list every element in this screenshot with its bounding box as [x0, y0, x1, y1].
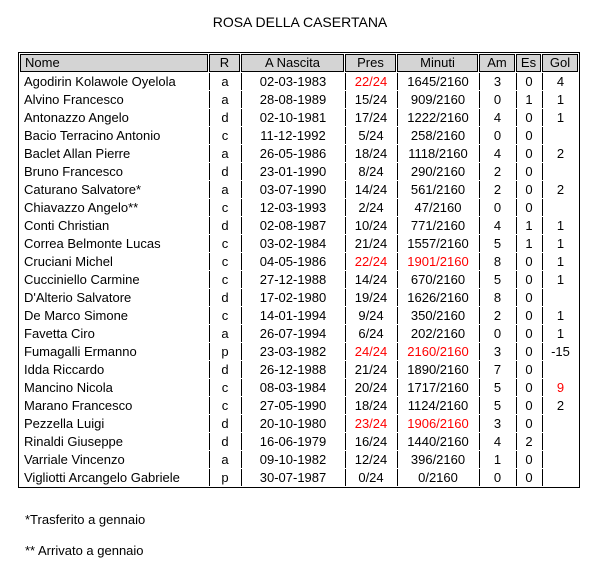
cell-es: 0 [516, 361, 541, 378]
cell-minuti: 1906/2160 [397, 415, 478, 432]
cell-pres: 14/24 [345, 271, 396, 288]
cell-gol: 1 [542, 325, 578, 342]
cell-gol [542, 415, 578, 432]
cell-es: 2 [516, 433, 541, 450]
cell-am: 5 [479, 397, 515, 414]
cell-am: 2 [479, 181, 515, 198]
cell-gol [542, 163, 578, 180]
table-row [20, 199, 578, 216]
table-row [20, 109, 578, 126]
cell-nome: Idda Riccardo [24, 362, 105, 377]
table-row [20, 361, 578, 378]
cell-nascita: 26-12-1988 [241, 361, 344, 378]
cell-pres: 24/24 [345, 343, 396, 360]
cell-pres: 21/24 [345, 361, 396, 378]
cell-es: 0 [516, 397, 541, 414]
cell-am: 5 [479, 235, 515, 252]
cell-es: 0 [516, 469, 541, 486]
cell-gol: 1 [542, 253, 578, 270]
cell-minuti: 396/2160 [397, 451, 478, 468]
cell-nascita: 23-03-1982 [241, 343, 344, 360]
cell-am: 4 [479, 433, 515, 450]
cell-nascita: 03-02-1984 [241, 235, 344, 252]
cell-pres: 10/24 [345, 217, 396, 234]
cell-minuti: 47/2160 [397, 199, 478, 216]
table-row [20, 325, 578, 342]
cell-minuti: 1717/2160 [397, 379, 478, 396]
cell-nome: Agodirin Kolawole Oyelola [24, 74, 176, 89]
column-header-nome: Nome [20, 54, 208, 72]
cell-minuti: 1118/2160 [397, 145, 478, 162]
cell-es: 0 [516, 451, 541, 468]
cell-nascita: 27-12-1988 [241, 271, 344, 288]
cell-es: 0 [516, 253, 541, 270]
cell-pres: 20/24 [345, 379, 396, 396]
cell-es: 0 [516, 415, 541, 432]
cell-r: a [209, 451, 240, 468]
cell-minuti: 1124/2160 [397, 397, 478, 414]
cell-nome: Cruciani Michel [24, 254, 113, 269]
cell-nascita: 27-05-1990 [241, 397, 344, 414]
cell-r: c [209, 397, 240, 414]
cell-nascita: 02-03-1983 [241, 73, 344, 90]
cell-gol: 2 [542, 181, 578, 198]
cell-pres: 15/24 [345, 91, 396, 108]
cell-minuti: 1557/2160 [397, 235, 478, 252]
cell-es: 0 [516, 73, 541, 90]
cell-pres: 5/24 [345, 127, 396, 144]
cell-minuti: 1890/2160 [397, 361, 478, 378]
cell-nascita: 02-10-1981 [241, 109, 344, 126]
cell-am: 0 [479, 127, 515, 144]
cell-nome: Caturano Salvatore* [24, 182, 142, 197]
cell-pres: 16/24 [345, 433, 396, 450]
cell-gol [542, 469, 578, 486]
header-row [20, 54, 578, 72]
cell-nome: Marano Francesco [24, 398, 133, 413]
cell-pres: 9/24 [345, 307, 396, 324]
cell-r: d [209, 217, 240, 234]
table-row [20, 469, 578, 486]
table-row [20, 127, 578, 144]
table-row [20, 73, 578, 90]
cell-am: 2 [479, 307, 515, 324]
cell-r: d [209, 163, 240, 180]
table-row [20, 289, 578, 306]
cell-am: 4 [479, 109, 515, 126]
column-header-ruolo: R [209, 54, 240, 72]
cell-nome: Antonazzo Angelo [24, 110, 129, 125]
cell-nascita: 14-01-1994 [241, 307, 344, 324]
cell-pres: 12/24 [345, 451, 396, 468]
table-row [20, 253, 578, 270]
cell-es: 0 [516, 289, 541, 306]
cell-minuti: 909/2160 [397, 91, 478, 108]
cell-r: c [209, 127, 240, 144]
column-header-es: Es [516, 54, 541, 72]
cell-nome: Fumagalli Ermanno [24, 344, 137, 359]
cell-am: 0 [479, 91, 515, 108]
cell-nascita: 26-05-1986 [241, 145, 344, 162]
cell-am: 5 [479, 271, 515, 288]
cell-es: 0 [516, 163, 541, 180]
cell-nome: Chiavazzo Angelo** [24, 200, 139, 215]
cell-am: 8 [479, 289, 515, 306]
column-header-minuti: Minuti [397, 54, 478, 72]
cell-minuti: 670/2160 [397, 271, 478, 288]
cell-nome: D'Alterio Salvatore [24, 290, 132, 305]
table-row [20, 271, 578, 288]
table-row [20, 343, 578, 360]
table-row [20, 217, 578, 234]
cell-r: a [209, 91, 240, 108]
cell-r: c [209, 271, 240, 288]
table-row [20, 91, 578, 108]
cell-pres: 18/24 [345, 145, 396, 162]
footnote-transferred: *Trasferito a gennaio [25, 512, 146, 527]
cell-r: c [209, 307, 240, 324]
column-header-gol: Gol [542, 54, 578, 72]
cell-am: 4 [479, 217, 515, 234]
cell-nascita: 02-08-1987 [241, 217, 344, 234]
cell-minuti: 771/2160 [397, 217, 478, 234]
cell-am: 0 [479, 469, 515, 486]
cell-minuti: 202/2160 [397, 325, 478, 342]
cell-nascita: 04-05-1986 [241, 253, 344, 270]
cell-es: 0 [516, 271, 541, 288]
table-row [20, 181, 578, 198]
column-header-nascita: A Nascita [241, 54, 344, 72]
cell-es: 1 [516, 235, 541, 252]
cell-nascita: 12-03-1993 [241, 199, 344, 216]
cell-pres: 2/24 [345, 199, 396, 216]
column-header-pres: Pres [345, 54, 396, 72]
cell-nascita: 17-02-1980 [241, 289, 344, 306]
cell-nome: Vigliotti Arcangelo Gabriele [24, 470, 180, 485]
cell-nascita: 09-10-1982 [241, 451, 344, 468]
cell-gol: 2 [542, 145, 578, 162]
cell-gol: 1 [542, 271, 578, 288]
cell-minuti: 2160/2160 [397, 343, 478, 360]
cell-am: 0 [479, 325, 515, 342]
cell-minuti: 0/2160 [397, 469, 478, 486]
cell-minuti: 1222/2160 [397, 109, 478, 126]
cell-nome: Bacio Terracino Antonio [24, 128, 161, 143]
cell-nascita: 03-07-1990 [241, 181, 344, 198]
cell-r: d [209, 433, 240, 450]
table-row [20, 235, 578, 252]
cell-nome: Alvino Francesco [24, 92, 124, 107]
cell-r: a [209, 325, 240, 342]
cell-nascita: 20-10-1980 [241, 415, 344, 432]
cell-am: 3 [479, 343, 515, 360]
cell-nascita: 23-01-1990 [241, 163, 344, 180]
cell-es: 0 [516, 307, 541, 324]
cell-nascita: 11-12-1992 [241, 127, 344, 144]
cell-pres: 14/24 [345, 181, 396, 198]
cell-am: 3 [479, 415, 515, 432]
table-row [20, 307, 578, 324]
table-row [20, 163, 578, 180]
cell-pres: 19/24 [345, 289, 396, 306]
cell-gol: 9 [542, 379, 578, 396]
cell-es: 0 [516, 343, 541, 360]
cell-nome: Baclet Allan Pierre [24, 146, 131, 161]
cell-gol: 1 [542, 235, 578, 252]
cell-nome: Pezzella Luigi [24, 416, 105, 431]
cell-es: 1 [516, 217, 541, 234]
cell-nome: Varriale Vincenzo [24, 452, 125, 467]
cell-r: a [209, 181, 240, 198]
cell-am: 2 [479, 163, 515, 180]
cell-minuti: 1440/2160 [397, 433, 478, 450]
cell-minuti: 290/2160 [397, 163, 478, 180]
cell-gol: 4 [542, 73, 578, 90]
page-title: ROSA DELLA CASERTANA [212, 14, 388, 30]
cell-r: a [209, 73, 240, 90]
cell-nome: De Marco Simone [24, 308, 129, 323]
cell-minuti: 1901/2160 [397, 253, 478, 270]
cell-am: 0 [479, 199, 515, 216]
cell-gol: 1 [542, 307, 578, 324]
roster-table [18, 52, 580, 488]
cell-gol: 1 [542, 91, 578, 108]
cell-gol: 2 [542, 397, 578, 414]
cell-pres: 18/24 [345, 397, 396, 414]
cell-r: d [209, 289, 240, 306]
table-row [20, 415, 578, 432]
cell-pres: 8/24 [345, 163, 396, 180]
cell-nome: Favetta Ciro [24, 326, 95, 341]
cell-nascita: 08-03-1984 [241, 379, 344, 396]
cell-es: 1 [516, 91, 541, 108]
cell-minuti: 1645/2160 [397, 73, 478, 90]
cell-r: d [209, 415, 240, 432]
cell-nome: Conti Christian [24, 218, 110, 233]
cell-pres: 21/24 [345, 235, 396, 252]
cell-gol: 1 [542, 109, 578, 126]
cell-minuti: 258/2160 [397, 127, 478, 144]
cell-gol [542, 451, 578, 468]
table-row [20, 451, 578, 468]
table-row [20, 433, 578, 450]
cell-nome: Correa Belmonte Lucas [24, 236, 161, 251]
cell-gol: 1 [542, 217, 578, 234]
cell-r: p [209, 469, 240, 486]
cell-es: 0 [516, 145, 541, 162]
cell-pres: 22/24 [345, 73, 396, 90]
cell-pres: 23/24 [345, 415, 396, 432]
table-row [20, 145, 578, 162]
cell-pres: 0/24 [345, 469, 396, 486]
cell-gol: -15 [542, 343, 578, 360]
cell-nome: Bruno Francesco [24, 164, 123, 179]
cell-gol [542, 361, 578, 378]
cell-minuti: 1626/2160 [397, 289, 478, 306]
cell-nome: Rinaldi Giuseppe [24, 434, 124, 449]
cell-minuti: 350/2160 [397, 307, 478, 324]
cell-gol [542, 127, 578, 144]
cell-nascita: 28-08-1989 [241, 91, 344, 108]
cell-es: 0 [516, 379, 541, 396]
cell-nascita: 26-07-1994 [241, 325, 344, 342]
cell-r: a [209, 145, 240, 162]
cell-am: 4 [479, 145, 515, 162]
cell-nome: Cucciniello Carmine [24, 272, 140, 287]
cell-am: 3 [479, 73, 515, 90]
column-header-am: Am [479, 54, 515, 72]
table-row [20, 379, 578, 396]
cell-pres: 17/24 [345, 109, 396, 126]
footnote-arrived: ** Arrivato a gennaio [25, 543, 144, 558]
cell-nascita: 16-06-1979 [241, 433, 344, 450]
cell-r: c [209, 379, 240, 396]
cell-r: d [209, 361, 240, 378]
cell-nascita: 30-07-1987 [241, 469, 344, 486]
cell-es: 0 [516, 199, 541, 216]
cell-am: 8 [479, 253, 515, 270]
cell-pres: 22/24 [345, 253, 396, 270]
cell-es: 0 [516, 109, 541, 126]
cell-r: c [209, 199, 240, 216]
cell-gol [542, 199, 578, 216]
cell-am: 1 [479, 451, 515, 468]
cell-gol [542, 433, 578, 450]
cell-am: 5 [479, 379, 515, 396]
cell-minuti: 561/2160 [397, 181, 478, 198]
cell-am: 7 [479, 361, 515, 378]
cell-nome: Mancino Nicola [24, 380, 113, 395]
cell-gol [542, 289, 578, 306]
cell-r: p [209, 343, 240, 360]
cell-es: 0 [516, 325, 541, 342]
cell-pres: 6/24 [345, 325, 396, 342]
cell-es: 0 [516, 127, 541, 144]
cell-r: c [209, 253, 240, 270]
table-row [20, 397, 578, 414]
cell-es: 0 [516, 181, 541, 198]
cell-r: c [209, 235, 240, 252]
cell-r: d [209, 109, 240, 126]
